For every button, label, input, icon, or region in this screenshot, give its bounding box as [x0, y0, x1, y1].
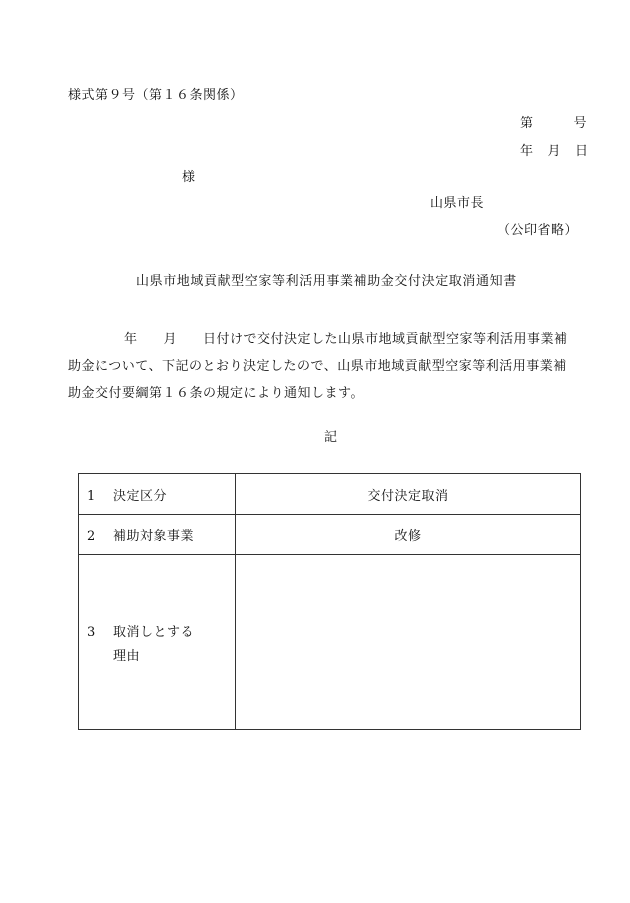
table-row	[79, 474, 581, 515]
body-line-3: 助金交付要綱第１６条の規定により通知します。	[68, 386, 364, 401]
row-label-cell	[79, 515, 236, 555]
date-year: 年	[520, 144, 534, 159]
ki-heading: 記	[324, 430, 338, 445]
row-label-cell	[79, 555, 236, 730]
detail-table	[78, 473, 581, 730]
row-label: 決定区分	[113, 488, 168, 504]
reason-value-cell	[236, 555, 581, 730]
body-line-2: 助金について、下記のとおり決定したので、山県市地域貢献型空家等利活用事業補	[68, 359, 567, 374]
table-row	[79, 515, 581, 555]
row-number: 1	[87, 488, 96, 504]
doc-number-prefix: 第	[520, 116, 534, 131]
row-value: 改修	[394, 529, 422, 544]
body-paragraph	[68, 326, 593, 407]
document-date	[520, 144, 589, 160]
row-value-cell	[236, 515, 581, 555]
seal-note: （公印省略）	[497, 223, 579, 238]
row-number: 3	[87, 625, 96, 640]
issuer: 山県市長	[430, 196, 485, 211]
date-month: 月	[547, 144, 562, 159]
row-value: 交付決定取消	[367, 488, 449, 504]
date-day: 日	[575, 144, 589, 159]
recipient: 様	[182, 170, 196, 185]
row-label: 補助対象事業	[113, 529, 195, 544]
row-value-cell	[236, 474, 581, 515]
row-label-cell	[79, 474, 236, 515]
body-line-1	[68, 326, 593, 353]
body-year: 年	[124, 332, 138, 347]
row-label: 取消しとする	[113, 625, 195, 640]
form-label: 様式第９号（第１６条関係）	[68, 88, 244, 103]
doc-number-suffix: 号	[573, 116, 588, 131]
body-month: 月	[163, 332, 178, 347]
document-number	[520, 116, 587, 132]
document-title: 山県市地域貢献型空家等利活用事業補助金交付決定取消通知書	[136, 274, 517, 289]
row-number: 2	[87, 529, 96, 544]
row-label-line-2: 理由	[113, 649, 141, 664]
body-line1-rest: 日付けで交付決定した山県市地域貢献型空家等利活用事業補	[203, 332, 568, 347]
table-row	[79, 555, 581, 730]
